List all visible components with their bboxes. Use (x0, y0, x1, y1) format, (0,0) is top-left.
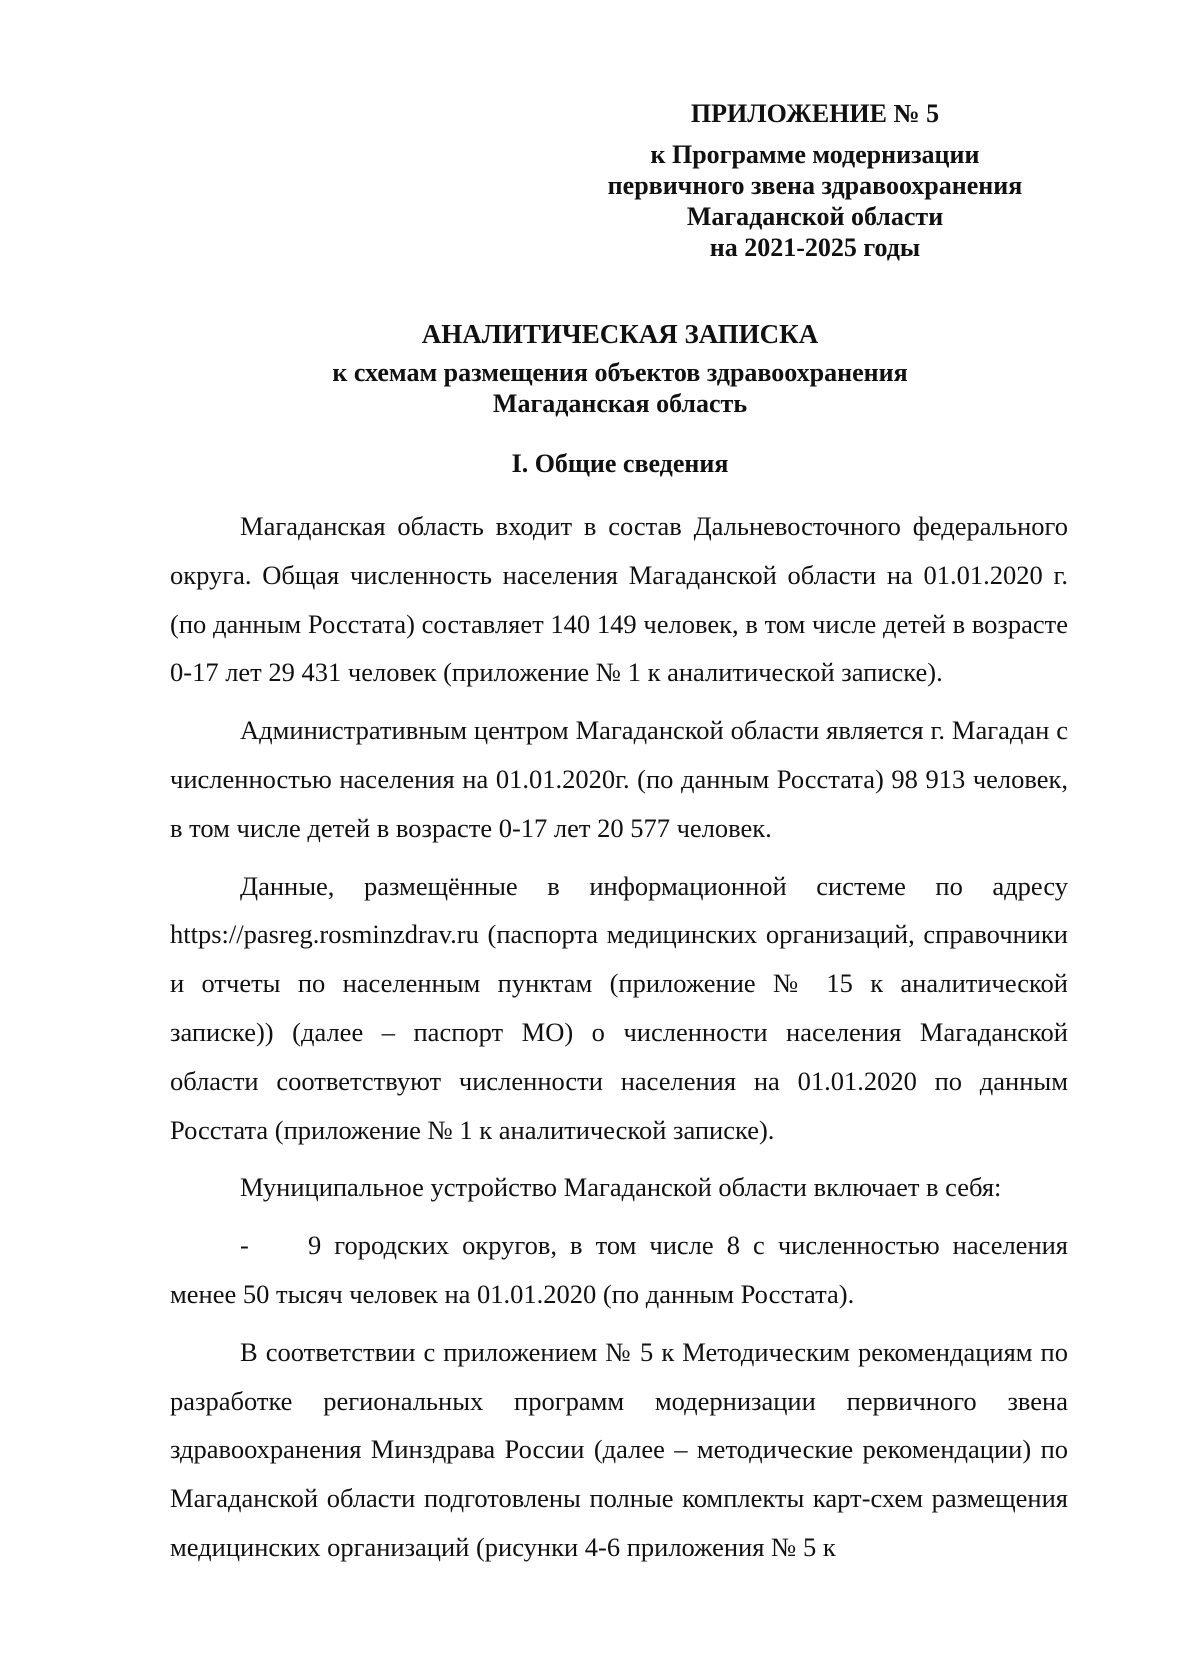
document-subtitle (170, 357, 1070, 419)
subtitle-line: к схемам размещения объектов здравоохранения (332, 358, 908, 387)
subtitle-line: Магаданская область (492, 389, 748, 418)
appendix-title: ПРИЛОЖЕНИЕ № 5 (690, 99, 940, 128)
paragraph: Муниципальное устройство Магаданской области включает в себя: (240, 1172, 1002, 1203)
list-item-text: 9 городских округов, в том числе 8 с численностью населения менее 50 тысяч человек на 01.01.2020 (по данным Росстата). (170, 1230, 1068, 1309)
paragraph: В соответствии с приложением № 5 к Методическим рекомендациям по разработке региональных программ модернизации первичного звена здравоохранения Минздрава России (далее – методические рекомендации) по Магаданской области подготовлены полные комплекты карт-схем размещения медицинских организаций (рисунки 4-6 приложения № 5 к (170, 1336, 1068, 1562)
appendix-line: на 2021-2025 годы (709, 233, 921, 262)
appendix-line: Магаданской области (686, 202, 944, 231)
paragraph: Магаданская область входит в состав Дальневосточного федерального округа. Общая численность населения Магаданской области на 01.01.2020 г. (по данным Росстата) составляет 140 149 человек, в том числе детей в возрасте 0-17 лет 29 431 человек (приложение № 1 к аналитической записке). (170, 511, 1068, 688)
appendix-header (560, 98, 1070, 263)
document-title: АНАЛИТИЧЕСКАЯ ЗАПИСКА (421, 319, 819, 349)
list-marker: - (240, 1230, 249, 1261)
section-title: I. Общие сведения (511, 449, 729, 478)
document-body (170, 502, 1068, 1581)
list-item (170, 1221, 1068, 1319)
paragraph: Административным центром Магаданской области является г. Магадан с численностью населения на 01.01.2020г. (по данным Росстата) 98 913 человек, в том числе детей в возрасте 0-17 лет 20 577 человек. (170, 715, 1068, 843)
appendix-line: первичного звена здравоохранения (607, 171, 1023, 200)
appendix-line: к Программе модернизации (650, 140, 980, 169)
paragraph: Данные, размещённые в информационной системе по адресу https://pasreg.rosminzdrav.ru (паспорта медицинских организаций, справочники и отчеты по населенным пунктам (приложение № 15 к аналитической записке)) (далее – паспорт МО) о численности населения Магаданской области соответствуют численности населения на 01.01.2020 по данным Росстата (приложение № 1 к аналитической записке). (170, 870, 1068, 1145)
